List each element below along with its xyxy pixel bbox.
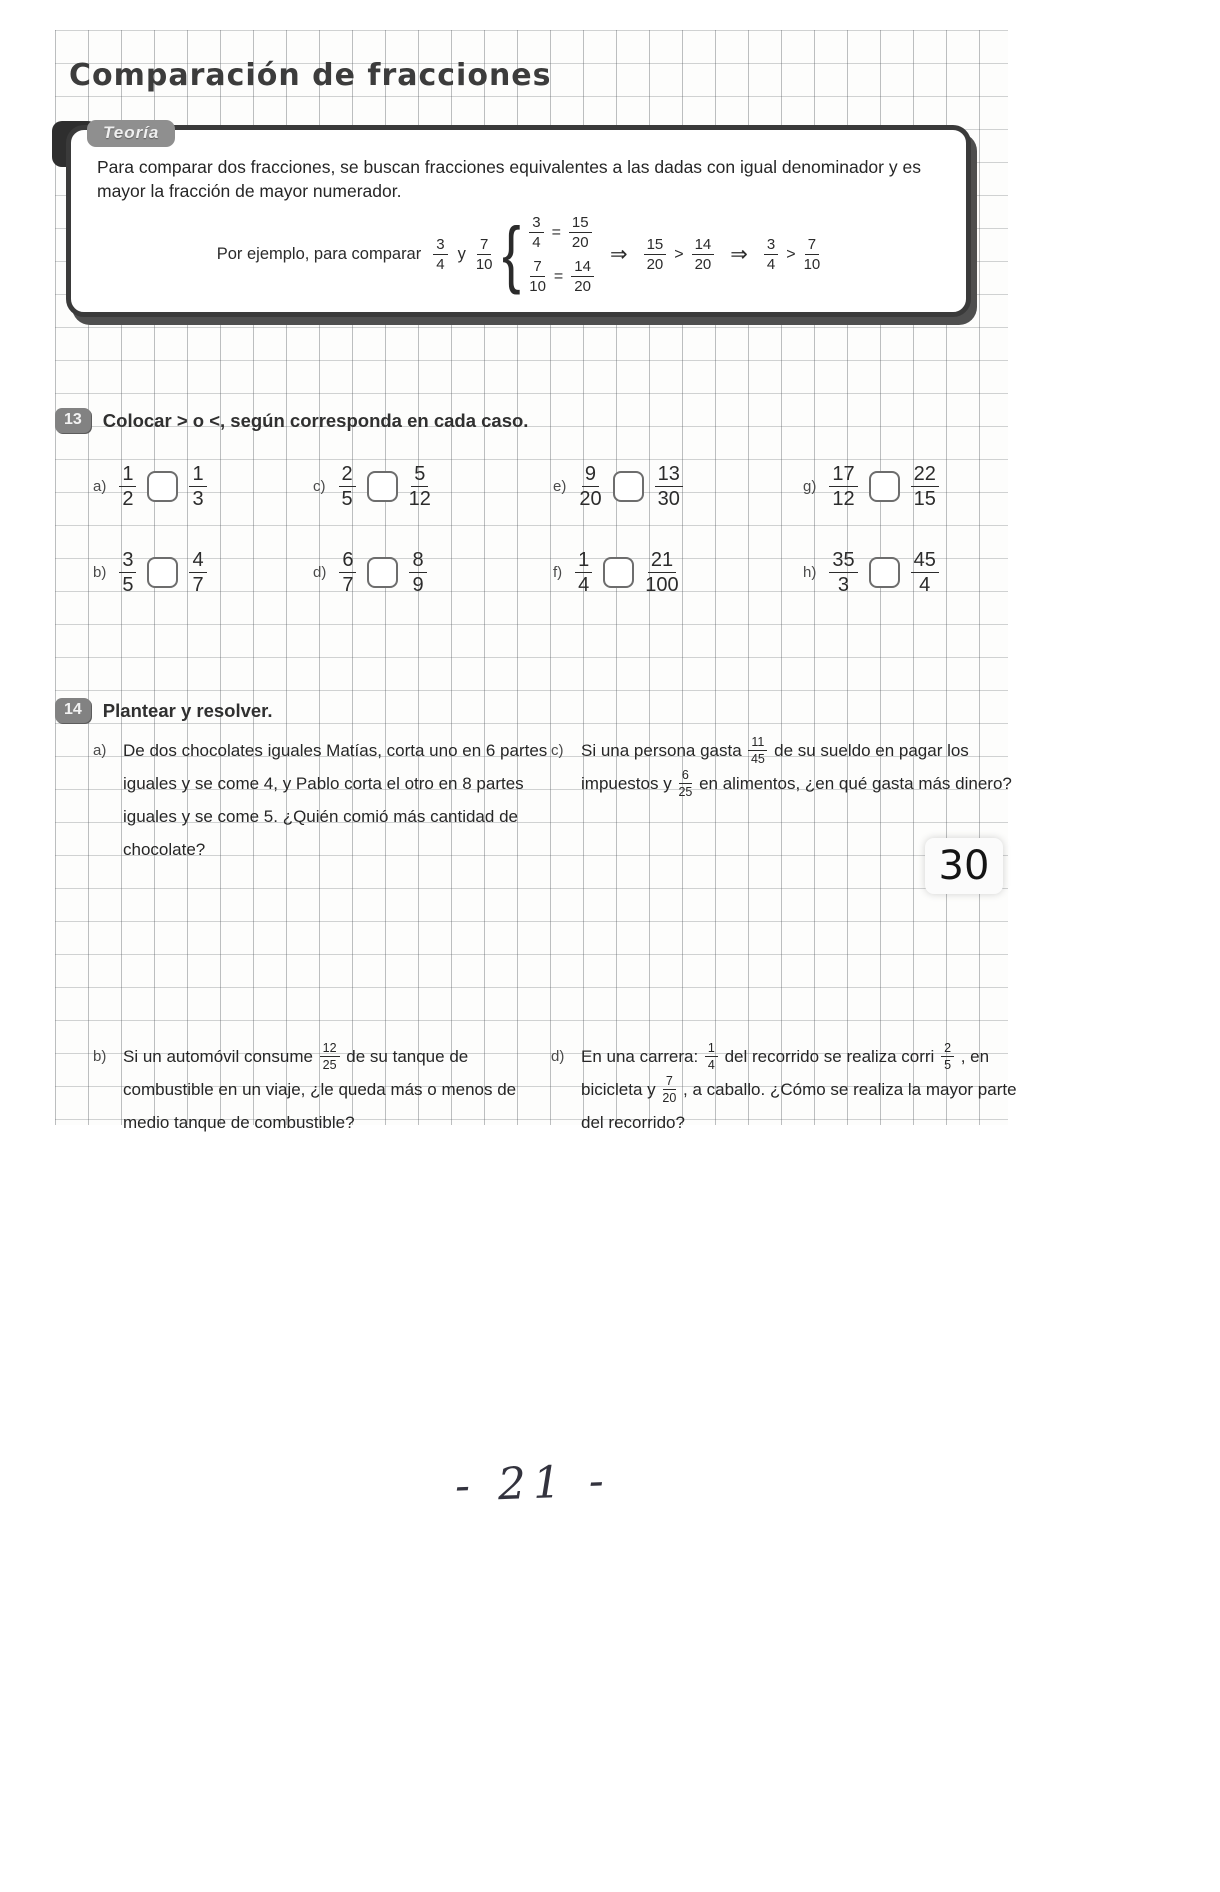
exercise-14-header bbox=[55, 698, 273, 723]
fraction: 3 4 bbox=[764, 237, 778, 272]
answer-box[interactable] bbox=[869, 471, 900, 502]
answer-box[interactable] bbox=[147, 557, 178, 588]
comparison-item bbox=[803, 454, 939, 518]
problem-text: Si un automóvil consume $\frac{12}{25}$ de su tanque de combustible en un viaje, ¿le queda más o menos de medio tanque de combustible? bbox=[123, 1040, 517, 1132]
fraction: 7 10 bbox=[475, 236, 493, 274]
comparison-item bbox=[553, 540, 679, 604]
word-problem bbox=[93, 1040, 548, 1139]
fraction: 2 5 bbox=[339, 464, 356, 509]
theory-box bbox=[66, 125, 971, 317]
fraction: $\frac{7}{20}$ bbox=[662, 1073, 677, 1106]
comparison-item bbox=[803, 540, 939, 604]
fraction: 15 20 bbox=[644, 237, 667, 272]
item-label: f) bbox=[553, 563, 563, 581]
page-number-badge: 30 bbox=[925, 838, 1003, 894]
theory-body: Para comparar dos fracciones, se buscan fracciones equivalentes a las dadas con igual denominador y es mayor la fracción de mayor numerador. bbox=[97, 157, 921, 201]
graph-paper-background bbox=[55, 30, 1017, 1132]
page-title: Comparación de fracciones bbox=[69, 58, 552, 93]
problem-label: d) bbox=[551, 1048, 565, 1065]
fraction: $\frac{1}{4}$ bbox=[705, 1042, 718, 1072]
problem-label: b) bbox=[93, 1048, 107, 1065]
fraction: 3 4 bbox=[433, 237, 447, 272]
comparison-item bbox=[93, 540, 207, 604]
relation-symbol: > bbox=[786, 245, 796, 263]
implies-arrow-icon: ⇒ bbox=[609, 243, 628, 267]
answer-box[interactable] bbox=[869, 557, 900, 588]
example-intro-text: Por ejemplo, para comparar bbox=[216, 245, 422, 264]
fraction: 1 2 bbox=[119, 464, 136, 509]
fraction: 21 100 bbox=[645, 548, 679, 596]
fraction: 17 12 bbox=[829, 464, 857, 509]
conjunction-text: y bbox=[457, 245, 466, 264]
theory-section bbox=[66, 125, 971, 317]
fraction: 13 30 bbox=[655, 464, 683, 509]
item-label: g) bbox=[803, 477, 817, 495]
fraction: $\frac{6}{25}$ bbox=[678, 767, 693, 800]
comparison-item bbox=[553, 454, 683, 518]
problem-text: Si una persona gasta $\frac{11}{45}$ de su sueldo en pagar los impuestos y $\frac{6}{25}$ en alimentos, ¿en qué gasta más dinero? bbox=[581, 734, 1012, 800]
fraction: 35 3 bbox=[829, 550, 857, 595]
equivalence-row bbox=[529, 259, 594, 294]
exercise-13-instruction: Colocar > o <, según corresponda en cada caso. bbox=[102, 409, 529, 431]
fraction: $\frac{14}{20}$ bbox=[571, 259, 594, 294]
comparison-item bbox=[313, 540, 427, 604]
fraction: 9 20 bbox=[579, 462, 602, 510]
implies-arrow-icon: ⇒ bbox=[730, 243, 748, 267]
fraction: $\frac{3}{4}$ bbox=[529, 215, 543, 250]
item-label: h) bbox=[803, 563, 817, 581]
word-problem bbox=[551, 1040, 1021, 1139]
fraction: 6 7 bbox=[339, 550, 356, 595]
fraction: $\frac{12}{25}$ bbox=[320, 1042, 340, 1072]
brace-glyph: { bbox=[501, 212, 521, 296]
answer-box[interactable] bbox=[367, 471, 398, 502]
fraction-comparison bbox=[644, 237, 715, 272]
answer-box[interactable] bbox=[367, 557, 398, 588]
item-label: b) bbox=[93, 563, 107, 581]
item-label: e) bbox=[553, 477, 567, 495]
problem-label: c) bbox=[551, 742, 564, 759]
item-label: d) bbox=[313, 563, 327, 581]
exercise-number-badge: 14 bbox=[55, 698, 91, 723]
relation-symbol: = bbox=[551, 223, 561, 241]
fraction: $\frac{2}{5}$ bbox=[941, 1042, 954, 1072]
comparison-item bbox=[93, 454, 207, 518]
problem-text: De dos chocolates iguales Matías, corta uno en 6 partes iguales y se come 4, y Pablo corta el otro en 8 partes iguales y se come 5. ¿Quién comió más cantidad de chocolate? bbox=[123, 741, 548, 859]
fraction: 4 7 bbox=[189, 550, 206, 595]
fraction: 8 9 bbox=[409, 550, 426, 595]
fraction: 3 5 bbox=[119, 550, 136, 595]
fraction: 14 20 bbox=[692, 237, 715, 272]
theory-example bbox=[71, 212, 966, 296]
equivalence-row bbox=[529, 215, 594, 250]
answer-box[interactable] bbox=[603, 557, 634, 588]
problem-label: a) bbox=[93, 742, 107, 759]
handwritten-page-number: - 21 - bbox=[454, 1455, 612, 1512]
equivalence-cases bbox=[529, 215, 594, 294]
fraction: $\frac{7}{10}$ bbox=[529, 258, 546, 296]
comparison-item bbox=[313, 454, 431, 518]
fraction: 1 4 bbox=[575, 550, 592, 595]
fraction: $\frac{11}{45}$ bbox=[748, 736, 767, 766]
theory-tab: Teoría bbox=[87, 120, 175, 147]
fraction: $\frac{15}{20}$ bbox=[569, 215, 592, 250]
answer-box[interactable] bbox=[147, 471, 178, 502]
fraction: 22 15 bbox=[911, 464, 939, 509]
exercise-number-badge: 13 bbox=[55, 408, 91, 433]
word-problem bbox=[93, 734, 548, 866]
fraction: 5 12 bbox=[408, 462, 431, 510]
relation-symbol: > bbox=[674, 245, 684, 263]
relation-symbol: = bbox=[553, 267, 564, 285]
fraction: 1 3 bbox=[189, 464, 206, 509]
fraction-comparison bbox=[764, 237, 820, 272]
word-problem bbox=[551, 734, 1021, 800]
item-label: c) bbox=[313, 477, 326, 495]
item-label: a) bbox=[93, 477, 107, 495]
problem-text: En una carrera: $\frac{1}{4}$ del recorrido se realiza corri $\frac{2}{5}$ , en bicicleta y $\frac{7}{20}$ , a caballo. ¿Cómo se realiza la mayor parte del recorrido? bbox=[581, 1040, 1017, 1132]
fraction: 7 10 bbox=[803, 236, 821, 274]
fraction: 45 4 bbox=[911, 550, 939, 595]
answer-box[interactable] bbox=[613, 471, 644, 502]
exercise-13-header bbox=[55, 408, 528, 433]
exercise-14-instruction: Plantear y resolver. bbox=[102, 699, 273, 721]
